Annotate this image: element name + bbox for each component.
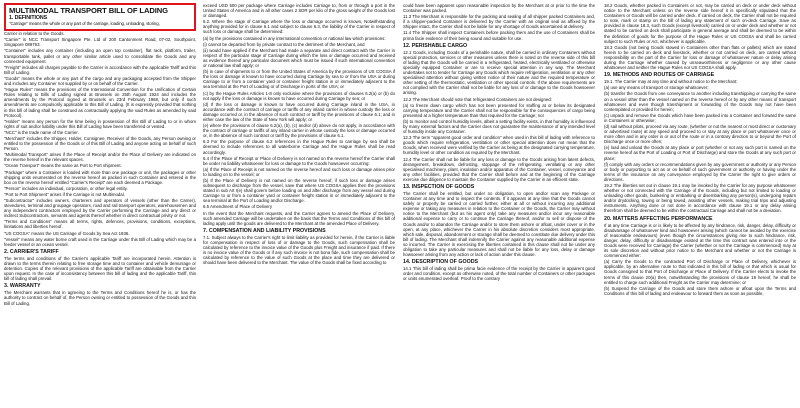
clause-12-2-a: (a) to freeze down cargo which has not been presented for stuffing at or below its designated carrying temperature and the Carrier shall not be responsible for the consequences of cargo being presented at a higher temperature than that required for the Carriage; nor xyxy=(403,102,595,118)
clause-6-4-a: (a) If the Place of Receipt is not named on the reverse hereof and such loss or damage arises prior to loading on to the vessel; or xyxy=(203,166,395,177)
clause-19-1-c: (c) unpack and remove the Goods which have been packed into a Container and forward the same in Containers or otherwise; xyxy=(604,112,796,123)
clause-19-1-e: (e) load and unload the Goods at any place or port (whether or not any such port is named on the reverse hereof as the Port of Loading or Port of Discharge) and store the Goods at any such port or place; xyxy=(604,145,796,161)
section-heading-compensation: 7. COMPENSATION AND LIABILITY PROVISIONS xyxy=(203,227,326,234)
definition-multimodal: "Multimodal Transport" arises if the Place of Receipt and/or the Place of Delivery are indicated on the reverse hereof in the relevant spaces. xyxy=(4,152,196,163)
document-title: MULTIMODAL TRANSPORT BILL OF LADING xyxy=(9,6,168,15)
clause-6-2: 6.2. Where the stage of Carriage where the loss or damage occurred is known, Notwithstanding anything provided for in clause 6.1 and subject to clause 6.3, the liability of the Carrier in respect of such loss or damage shall be determined: xyxy=(203,19,395,35)
section-tariff-text: The terms and conditions of the Carrier's applicable Tariff are incorporated herein. Attention is drawn to the terms therein relating to free storage time and to container and vehicle demurrage or detention. Copies of the relevant provisions of the applicable Tariff are obtainable from the Carrier upon request. In the case of inconsistency between this bill of lading and the applicable Tariff, this bill of lading shall prevail. xyxy=(4,255,196,282)
clause-6-3: 6.3 For the purpose of clause 6.2 references in the Hague Rules to carriage by sea shall be deemed to include references to all waterborne Carriage and the Hague Rules shall be read accordingly. xyxy=(203,139,395,155)
clause-19-1-b: (b) transfer the Goods from one conveyance to another including transhipping or carrying the same on a vessel other than the vessel named on the reverse hereof or by any other means of transport whatsoever and even though transhipment or forwarding of the Goods may not have been contemplated or provided for herein; xyxy=(604,91,796,112)
definition-port-to-port: "Port to Port Shipment" arises if the Carriage is not Multimodal. xyxy=(4,191,125,197)
clause-18-2: 18.2 Goods, whether packed in Containers or not, may be carried on deck or under deck without notice to the Merchant unless on the reverse side hereof it is specifically stipulated that the Containers or Goods will be carried under deck. If carried on deck, the Carrier shall not be required to note, mark or stamp on the bill of lading any statement of such on-deck Carriage. Save as provided in clause 18.3, such Goods (except livestock) carried on or under deck and whether or not stated to be carried on deck shall participate in general average and shall be deemed to be within the definition of goods for the purpose of the Hague Rules or US COGSA and shall be carried subject to such Rules or Act, whichever is applicable. xyxy=(604,3,796,44)
clause-19-1: 19.1. The Carrier may at any time and without notice to the Merchant: xyxy=(604,79,738,85)
definition-package: "Package" where a Container is loaded with more than one package or unit, the packages or other shipping units enumerated on the reverse hereof as packed in such Container and entered in the box on the reverse hereof entitled "Carrier's Receipt" are each deemed a Package. xyxy=(4,169,196,185)
definition-ncc: "NCC" is the trade name of the Carrier. xyxy=(4,129,79,135)
clause-11-2-cont: could have been apparent upon reasonable inspection by the Merchant at or prior to the time the Container was packed. xyxy=(403,3,595,14)
section-heading-performance: 20. MATTERS AFFECTING PERFORMANCE xyxy=(604,215,713,222)
clause-14-1: 14.1 This bill of lading shall be prima facie evidence of the receipt by the Carrier in apparent good order and condition, except as otherwise noted, of the total number of Containers or other packages or units enumerated overleaf. Proof to the contrary xyxy=(403,266,595,282)
clause-6-1-cont: exceed USD 500 per package where Carriage includes Carriage to, from or through a port in the United States of America and in all other cases 2 SDR per kilo of the gross weight of the Goods lost or damaged. xyxy=(203,3,395,19)
clause-12-4: 12.4 The Carrier shall not be liable for any loss or damage to the Goods arising from latent defects, derangement, breakdown, defrosting, stoppage of the refrigerating, ventilating or any other specialised machinery, plant, insulation and/or apparatus of the Container, vessel, conveyance and any other facilities, provided that the Carrier shall before and at the beginning of the Carriage exercise due diligence to maintain the Container supplied by the Carrier in an efficient state. xyxy=(403,156,595,182)
clause-20: If at any time Carriage is or is likely to be affected by any hindrance, risk, danger, delay, difficulty or disadvantage of whatsoever kind and howsoever arising (which cannot be avoided by the exercise of reasonable endeavours) (even though the circumstances giving rise to such hindrance, risk, danger, delay, difficulty or disadvantage existed at the time this contract was entered into or the Goods were received for Carriage) the Carrier (whether or not the Carriage is commenced) may at its sole discretion and without prior notice to the Merchant and whether or not the Carriage is commenced either: xyxy=(604,222,796,259)
definition-container: "Container" includes any container (including an open top container), flat rack, platform, trailer, transportable tank, pallet or any other similar article used to consolidate the Goods and any connected equipment. xyxy=(4,48,196,64)
clause-6-2-a-ii: (ii) would have applied if the Merchant had made a separate and direct contract with the Carrier in respect of the particular stage of Carriage during which the loss or damage occurred and received as evidence thereof any particular document which must be issued if such international convention or national law shall apply; or xyxy=(203,47,395,69)
section-heading-description: 14. DESCRIPTION OF GOODS xyxy=(403,259,479,266)
definition-vessel: "Vessel" means any water borne craft used in the Carriage under this Bill of Lading which may be a feeder vessel or an ocean vessel. xyxy=(4,236,196,247)
clause-7-1: 7.1. Subject always to the Carrier's right to limit liability as provided for herein, if the Carrier is liable for compensation in respect of loss of or damage to the Goods, such compensation shall be calculated by reference to the invoice value of the Goods plus Freight and insurance if paid. If there is no invoice value of the Goods or if any such invoice is not bona fide, such compensation shall be calculated by reference to the value of such Goods at the place and time they are delivered or should have been delivered to the Merchant. The value of the Goods shall be fixed according to xyxy=(203,234,395,266)
column-4 xyxy=(604,3,796,405)
clause-12-3: 12.3 The term "apparent good order and condition" when used in this bill of lading with reference to goods which require refrigeration, ventilation or other special attention does not mean that the Goods, when received were verified by the Carrier as being at the designated carrying temperature, humidity level or other condition as required by the Merchant. xyxy=(403,135,595,156)
definition-us-cogsa: "US COGSA" means the US Carriage of Goods by Sea Act 1936. xyxy=(4,230,130,236)
clause-6-5-text: In the event that the Merchant requests, and the Carrier agrees to amend the Place of Delivery, such amended Carriage will be undertaken on the basis that the Terms and Conditions of this bill of lading apply until the goods are delivered to the Merchant at the amended Place of Delivery. xyxy=(203,210,395,226)
section-heading-methods-routes: 19. METHODS AND ROUTES OF CARRIAGE xyxy=(604,72,715,79)
definition-person: "Person" includes an individual, corporation, or other legal entity. xyxy=(4,185,128,191)
clause-12-2-b: (b) to monitor and control humidity levels, albeit a setting facility exists, in that humidity is influenced by many external factors and the Carrier does not guarantee the maintenance of any intended level of humidity inside any Container. xyxy=(403,118,595,135)
definition-terms: "Terms and Conditions" means all terms, rights, defences, provisions, conditions, exceptions, limitations and liberties hereof. xyxy=(4,219,196,230)
clause-6-2-a-i: (i) cannot be departed from by private contract to the detriment of the Merchant, and xyxy=(203,41,365,47)
definition-holder: "Holder" means any person for the time being in possession of this Bill of Lading to or in whom rights of suit and/or liability under this Bill of Lading have been transferred or vested. xyxy=(4,118,196,129)
definition-goods: "Goods" means the whole or any part of the cargo and any packaging accepted from the Shipper and includes any Container not supplied by or on behalf of the Carrier. xyxy=(4,75,196,87)
clause-6-2-d: (d) If the loss or damage is known to have occurred during Carriage inland in the USA, in accordance with the contract of carriage or tariffs of any inland carrier in whose custody the loss or damage occurred or, in the absence of such contract or tariff by the provisions of clause 6.1; and in either case the law of the State of New York will apply; or xyxy=(203,101,395,122)
clause-6-4-b: (b) If the Place of Delivery is not named on the reverse hereof, if such loss or damage arises subsequent to discharge from the vessel, save that where US COGSA applies then the provisions stated in sub Art I(e) shall govern before loading on and after discharge from any vessel and during Carriage to or from a container yard or container freight station in or immediately adjacent to the sea terminal at the Port of Loading and/or Discharge. xyxy=(203,178,395,204)
clause-6-5: 6.5 Amendment of Place of Delivery xyxy=(203,204,273,210)
definition-freight: "Freight" includes all charges payable to the Carrier in accordance with the applicable Tariff and this Bill of Lading. xyxy=(4,64,196,75)
clause-6-2-e: (e) where the provisions of clause 6.2(a), (b), (c) and/or (d) above do not apply, in accordance with the contract of carriage or tariffs of any inland carrier in whose custody the loss or damage occurred or, in the absence of such contract or tariff by the provisions of clause 6.1. xyxy=(203,123,395,139)
clause-20-a: (a) Carry the Goods to the contracted Port of Discharge or Place of Delivery, whichever is applicable, by an alternative route to that indicated in this bill of lading or that which is usual for Goods consigned to that Port of Discharge or Place of Delivery. If the Carrier elects to invoke the terms of this clause 20(a) then, notwithstanding the provisions of clause 19 hereof, he shall be entitled to charge such additional Freight as the Carrier may determine; or xyxy=(604,259,796,285)
clause-12-1: 12.1 Goods, including Goods of a perishable nature, shall be carried in ordinary Containers without special protection, services or other measures unless there is noted on the reverse side of this bill of lading that the Goods will be carried in a refrigerated, heated, electrically ventilated or otherwise specially equipped Container or are to receive special attention in any way. The Merchant undertakes not to tender for Carriage any Goods which require refrigeration, ventilation or any other specialised attention without giving written notice of their nature and the required temperature or other setting of the thermostatic, ventilation or other special controls. If the above requirements are not complied with the Carrier shall not be liable for any loss of or damage to the Goods howsoever arising. xyxy=(403,49,595,96)
clause-20-b: (b) Suspend the Carriage of the Goods and store them ashore or afloat upon the Terms and Conditions of this bill of lading and endeavour to forward them as soon as possible, xyxy=(604,285,796,296)
clause-11-3: 11.3 The Merchant is responsible for the packing and sealing of all shipper packed Containers and, if a shipper-packed Container is delivered by the Carrier with an original seal as affixed by the Shipper intact, the Carrier shall not be liable for any shortage of Goods ascertained at delivery. xyxy=(403,14,595,30)
column-1 xyxy=(4,3,196,405)
column-2 xyxy=(203,3,395,405)
clause-12-2: 12.2 The Merchant should note that refrigerated Containers are not designed: xyxy=(403,96,552,102)
definition-carriage-cont: Carrier in relation to the Goods. xyxy=(4,31,65,37)
section-warranty-text: The Merchant warrants that in agreeing to the Terms and Conditions hereof he is, or has the authority to contract on behalf of, the Person owning or entitled to possession of the Goods and this Bill of Lading. xyxy=(4,290,196,306)
title-box xyxy=(4,3,196,31)
definition-hague-rules: "Hague Rules" means the provisions of the International Convention for the Unification of Certain Rules relating to Bills of Lading signed at Brussels on 25th August 1924 and includes the amendments by the Protocol signed at Brussels on 23rd February 1968, but only if such amendments are compulsorily applicable to this Bill of Lading. (It is expressly provided that nothing in this bill of lading shall be construed as contractually applying the said Rules as amended by said Protocol). xyxy=(4,87,196,118)
clause-13: The Carrier shall be entitled, but under no obligation, to open and/or scan any Package or Container at any time and to inspect the contents. If it appears at any time that the Goods cannot safely or properly be carried or carried further, either at all or without incurring any additional expense or taking any measures in relation to the Container or the Goods, the Carrier may without notice to the Merchant (but as his agent only) take any measures and/or incur any reasonable additional expense to carry or to continue the Carriage thereof, and/or to sell or dispose of the Goods and/or to abandon the Carriage and/or to store them ashore or afloat, under cover or in the open, at any place, whichever the Carrier in his absolute discretion considers most appropriate, which sale, disposal, abandonment or storage shall be deemed to constitute due delivery under this bill of lading. The Merchant shall indemnify the Carrier against any reasonable additional expense so incurred. The Carrier in exercising the liberties contained in this clause shall not be under any obligation to take any particular measures and shall not be liable for any loss, delay or damage howsoever arising from any action or lack of action under this clause. xyxy=(403,191,595,258)
clause-19-1-d: (d) sail without pilots, proceed via any route, (whether or not the nearest or most direct or customary or advertised route) at any speed and proceed to or stay at any place or port whatsoever once or more often and in any order in or out of the route or in a contrary direction to or beyond the Port of Discharge once or more often; xyxy=(604,123,796,145)
definition-subcontractor: "Subcontractor" includes owners, charterers and operators of vessels (other than the Carrier), stevedores, terminal and groupage operators, road and rail transport operators, warehousemen and any independent contractors employed by the Carrier performing the Carriage and any direct or indirect Subcontractors, servants and agents thereof whether in direct contractual privity or not. xyxy=(4,198,196,219)
section-heading-inspection: 13. INSPECTION OF GOODS xyxy=(403,184,475,190)
clause-11-4: 11.4 The Shipper shall inspect Containers before packing them and the use of Containers shall be prima facie evidence of their being sound and suitable for use. xyxy=(403,30,595,41)
clause-6-4: 6.4 If the Place of Receipt or Place of Delivery is not named on the reverse hereof the Carrier shall be under no liability whatsoever for loss or damage to the Goods howsoever occurring: xyxy=(203,155,395,166)
clause-6-2-c: (c) by the Hague Rules Articles 1-8 only exclusive where the provisions of clauses 6.2(a) or (b) do not apply if the loss or damage is known to have occurred during Carriage by sea; or xyxy=(203,90,395,101)
clause-6-2-b: (b) in case of shipments to or from the United States of America by the provisions of US COGSA if the loss or damage is known to have occurred during Carriage by sea to or from the USA or during Carriage to or from a container yard or container freight station in or immediately adjacent to the sea terminal at the Port of Loading or of Discharge in ports of the USA; or xyxy=(203,69,395,90)
section-heading-warranty: 3. WARRANTY xyxy=(4,283,41,290)
definition-merchant: "Merchant" includes the Shipper, Holder, Consignee, Receiver of the Goods, any Person owning or entitled to the possession of the Goods or of this Bill of Lading and anyone acting on behalf of such Person. xyxy=(4,135,196,152)
clause-19-1-f: (f) comply with any orders or recommendations given by any government or authority or any Person or body or purporting to act as or on behalf of such government or authority or having under the terms of the insurance on any conveyance employed by the Carrier the right to give orders or directions. xyxy=(604,161,796,182)
clause-19-1-a: (a) use any means of transport or storage whatsoever; xyxy=(604,85,709,91)
definition-ocean-transport: "Ocean Transport" means the same as Port to Port shipment. xyxy=(4,163,122,169)
clause-6-2-a: (a) by the provisions contained in any international convention or national law which provisions: xyxy=(203,35,386,41)
definition-carrier: "Carrier" is NCC Transport Singapore Pte. Ltd of 200 Cantonment Road, 07-02, Southpoint, Singapore 089763. xyxy=(4,37,196,48)
section-heading-perishable: 12. PERISHABLE CARGO xyxy=(403,42,468,49)
definitions-heading: 1. DEFINITIONS xyxy=(9,15,48,21)
clause-19-2: 19.2 The liberties set out in clause 19.1 may be invoked by the Carrier for any purpose whatsoever whether or not connected with the Carriage of the Goods, including but not limited to loading or unloading other goods, bunkering or embarking or disembarking any person(s), undergoing repairs and/or drydocking, towing or being towed, assisting other vessels, making trial trips and adjusting instruments. Anything done or not done in accordance with clause 19.1 or any delay arising therefrom shall be deemed to be within the contractual Carriage and shall not be a deviation. xyxy=(604,183,796,214)
clause-18-3: 18.3 Goods (not being Goods stowed in Containers other than flats or pallets) which are stated herein to be carried on deck and livestock, whether or not carried on deck, are carried without responsibility on the part of the Carrier for loss or damage of whatsoever nature or delay arising during the Carriage whether caused by unseaworthiness or negligence or any other cause whatsoever and neither the Hague Rules nor US COGSA shall apply. xyxy=(604,44,796,71)
section-heading-tariff: 2. CARRIER'S TARIFF xyxy=(4,248,59,255)
definition-carriage: "Carriage" means the whole or any part of the carriage, loading, unloading, storing, xyxy=(9,21,160,26)
column-3 xyxy=(403,3,595,405)
